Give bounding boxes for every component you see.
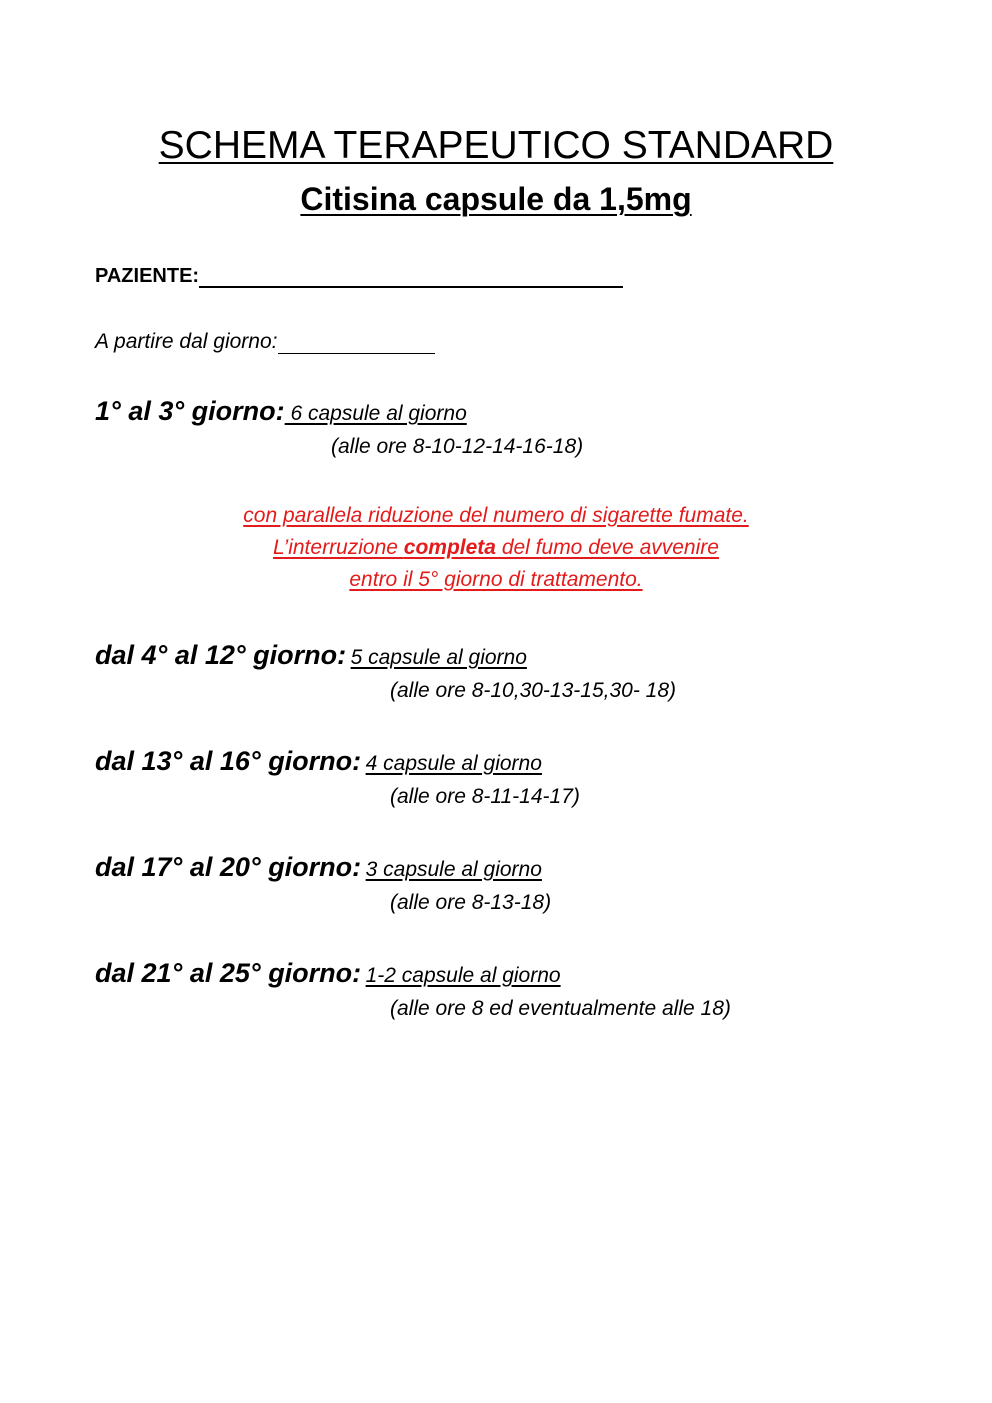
phase-4-times: (alle ore 8-13-18) (390, 891, 552, 914)
phase-1-heading (95, 396, 467, 427)
patient-field (95, 264, 623, 288)
phase-3-heading (95, 746, 542, 777)
warning-line-2a: L’interruzione (273, 536, 404, 559)
phase-1-times: (alle ore 8-10-12-14-16-18) (331, 435, 584, 458)
phase-4-dose: 3 capsule al giorno (365, 858, 542, 881)
phase-3-label: dal 13° al 16° giorno: (95, 746, 362, 776)
document-subtitle: Citisina capsule da 1,5mg (300, 181, 692, 217)
phase-2-label: dal 4° al 12° giorno: (95, 640, 347, 670)
start-date-label: A partire dal giorno: (95, 330, 278, 353)
start-date-field (95, 330, 435, 354)
warning-line-3: entro il 5° giorno di trattamento. (349, 568, 643, 591)
patient-label: PAZIENTE: (95, 265, 200, 287)
warning-line-2b: del fumo deve avvenire (495, 536, 719, 559)
phase-1-label: 1° al 3° giorno: (95, 396, 285, 426)
patient-blank-line (199, 264, 623, 288)
warning-line-2-bold: completa (403, 536, 496, 559)
phase-2-times: (alle ore 8-10,30-13-15,30- 18) (390, 679, 677, 702)
phase-4-label: dal 17° al 20° giorno: (95, 852, 362, 882)
phase-3-dose: 4 capsule al giorno (365, 752, 542, 775)
warning-note (0, 500, 992, 596)
phase-4-heading (95, 852, 542, 883)
phase-2-dose: 5 capsule al giorno (350, 646, 527, 669)
warning-line-1: con parallela riduzione del numero di sigarette fumate. (243, 504, 749, 527)
document-title: SCHEMA TERAPEUTICO STANDARD (158, 124, 834, 167)
phase-5-label: dal 21° al 25° giorno: (95, 958, 362, 988)
phase-1-dose: 6 capsule al giorno (284, 402, 467, 425)
phase-5-dose: 1-2 capsule al giorno (365, 964, 561, 987)
phase-5-heading (95, 958, 561, 989)
phase-2-heading (95, 640, 527, 671)
start-date-blank-line (278, 331, 435, 354)
phase-5-times: (alle ore 8 ed eventualmente alle 18) (390, 997, 731, 1020)
phase-3-times: (alle ore 8-11-14-17) (390, 785, 580, 808)
